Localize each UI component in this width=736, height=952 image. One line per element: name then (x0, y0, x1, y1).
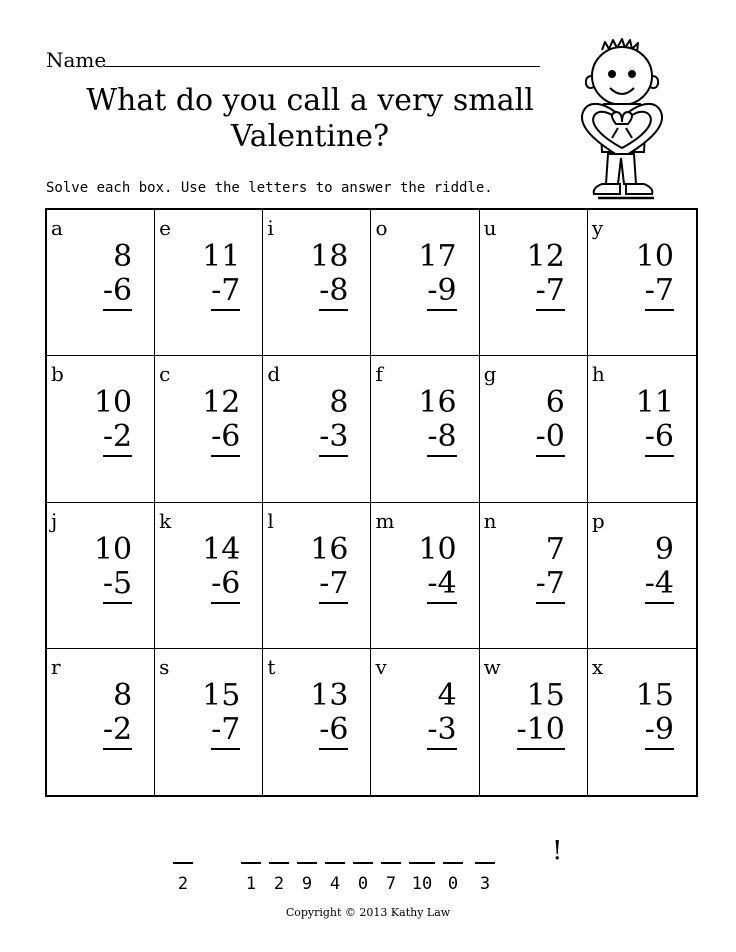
cell-letter: p (591, 508, 605, 533)
minuend: 8 (113, 239, 133, 274)
cell-letter: u (483, 216, 497, 240)
subtrahend: -3 (427, 713, 456, 750)
problem-cell-h (588, 356, 696, 502)
problem-cell-x (588, 649, 696, 795)
subtrahend: -6 (211, 567, 240, 604)
problem-cell-e (155, 210, 263, 356)
minuend: 18 (310, 239, 349, 274)
answer-slot[interactable] (378, 842, 404, 894)
problem-cell-g (480, 356, 588, 502)
subtraction-problem (94, 386, 132, 457)
cell-letter: i (267, 216, 274, 240)
minuend: 8 (329, 385, 349, 421)
name-label: Name (46, 48, 107, 72)
minuend: 4 (437, 677, 457, 713)
subtraction-problem (645, 533, 674, 604)
subtraction-problem (418, 386, 456, 457)
subtraction-problem (319, 386, 348, 457)
subtrahend: -6 (103, 274, 132, 311)
name-row (46, 44, 506, 70)
answer-slot[interactable] (266, 842, 292, 894)
subtraction-problem (103, 679, 132, 750)
answer-blank[interactable] (269, 842, 289, 864)
minuend: 16 (310, 531, 349, 567)
subtraction-problem (103, 240, 132, 311)
answer-blank[interactable] (409, 842, 435, 864)
minuend: 10 (635, 239, 674, 274)
problem-cell-r (47, 649, 155, 795)
answer-number: 10 (411, 874, 433, 894)
answer-blank[interactable] (443, 842, 463, 864)
minuend: 12 (526, 239, 565, 274)
subtrahend: -8 (319, 274, 348, 311)
problem-cell-c (155, 356, 263, 502)
subtrahend: -7 (645, 274, 674, 311)
subtraction-problem (202, 240, 240, 311)
minuend: 17 (418, 239, 457, 274)
minuend: 13 (310, 677, 349, 713)
riddle-title-line-2: Valentine? (230, 119, 390, 154)
problem-cell-m (371, 503, 479, 649)
problem-cell-w (480, 649, 588, 795)
subtrahend: -6 (319, 713, 348, 750)
answer-number: 1 (245, 874, 257, 894)
minuend: 16 (418, 385, 457, 421)
minuend: 15 (635, 677, 674, 713)
subtraction-problem (636, 240, 674, 311)
answer-blank[interactable] (353, 842, 373, 864)
subtrahend: -4 (427, 567, 456, 604)
answer-slot[interactable] (170, 842, 196, 894)
problem-cell-l (263, 503, 371, 649)
minuend: 12 (202, 385, 241, 421)
subtrahend: -7 (211, 274, 240, 311)
cell-letter: v (375, 654, 387, 679)
subtraction-problem (418, 240, 456, 311)
cell-letter: g (483, 362, 497, 387)
answer-blank[interactable] (475, 842, 495, 864)
answer-number: 9 (301, 874, 313, 894)
cell-letter: l (267, 508, 274, 533)
copyright: Copyright © 2013 Kathy Law (285, 906, 451, 919)
answer-blank[interactable] (297, 842, 317, 864)
cell-letter: w (483, 654, 501, 679)
subtrahend: -2 (103, 713, 132, 750)
minuend: 10 (93, 531, 133, 567)
problem-cell-i (263, 210, 371, 356)
answer-blank[interactable] (381, 842, 401, 864)
subtraction-problem (517, 679, 565, 750)
cell-letter: n (483, 508, 497, 533)
cell-letter: y (591, 216, 604, 240)
problem-cell-y (588, 210, 696, 356)
minuend: 14 (202, 531, 241, 567)
cell-letter: h (591, 362, 605, 387)
subtrahend: -6 (645, 420, 674, 457)
problem-cell-o (371, 210, 479, 356)
cell-letter: r (51, 654, 61, 679)
subtraction-problem (310, 240, 348, 311)
problem-cell-t (263, 649, 371, 795)
problem-cell-u (480, 210, 588, 356)
subtraction-problem (94, 533, 132, 604)
subtraction-problem (418, 533, 456, 604)
cell-letter: m (375, 508, 395, 533)
subtraction-problem (202, 386, 240, 457)
cell-letter: j (51, 508, 58, 533)
answer-slot[interactable] (350, 842, 376, 894)
subtrahend: -9 (645, 713, 674, 750)
subtrahend: -10 (517, 713, 565, 750)
answer-slot[interactable] (472, 842, 498, 894)
subtrahend: -7 (211, 713, 240, 750)
problem-cell-v (371, 649, 479, 795)
answer-blank[interactable] (241, 842, 261, 864)
subtraction-problem (310, 679, 348, 750)
cell-letter: s (159, 654, 170, 679)
answer-blanks (170, 842, 560, 902)
subtrahend: -7 (536, 567, 565, 604)
answer-exclamation: ! (552, 836, 563, 866)
cell-letter: b (51, 362, 64, 387)
answer-slot[interactable] (406, 842, 438, 894)
cell-letter: c (159, 362, 171, 387)
cell-letter: t (267, 654, 276, 679)
subtrahend: -9 (427, 274, 456, 311)
instructions: Solve each box. Use the letters to answer the riddle. (46, 180, 493, 196)
answer-number: 7 (385, 874, 397, 894)
cell-letter: o (375, 216, 388, 240)
minuend: 9 (654, 531, 674, 567)
subtraction-problem (427, 679, 456, 750)
answer-number: 0 (447, 874, 459, 894)
subtrahend: -0 (536, 420, 565, 457)
boy-holding-heart-icon (572, 36, 672, 212)
problem-grid (45, 208, 698, 797)
answer-number: 4 (329, 874, 341, 894)
answer-blank[interactable] (173, 842, 193, 864)
cell-letter: f (375, 362, 383, 387)
answer-number: 0 (357, 874, 369, 894)
answer-number: 2 (273, 874, 285, 894)
subtrahend: -5 (103, 567, 132, 604)
problem-cell-n (480, 503, 588, 649)
subtraction-problem (310, 533, 348, 604)
problem-cell-f (371, 356, 479, 502)
subtraction-problem (202, 679, 240, 750)
subtrahend: -7 (536, 274, 565, 311)
name-field-line[interactable] (104, 66, 540, 67)
subtrahend: -3 (319, 420, 348, 457)
subtraction-problem (536, 386, 565, 457)
problem-cell-j (47, 503, 155, 649)
problem-cell-d (263, 356, 371, 502)
riddle-title-line-1: What do you call a very small (86, 83, 534, 118)
answer-slot[interactable] (294, 842, 320, 894)
answer-number: 3 (479, 874, 491, 894)
problem-cell-p (588, 503, 696, 649)
minuend: 8 (113, 677, 133, 713)
problem-cell-s (155, 649, 263, 795)
cell-letter: x (591, 654, 604, 679)
minuend: 10 (93, 385, 133, 421)
subtrahend: -7 (319, 567, 348, 604)
answer-slot[interactable] (440, 842, 466, 894)
subtraction-problem (202, 533, 240, 604)
subtrahend: -6 (211, 420, 240, 457)
answer-number: 2 (177, 874, 189, 894)
subtraction-problem (527, 240, 565, 311)
cell-letter: e (159, 216, 171, 240)
problem-cell-a (47, 210, 155, 356)
minuend: 11 (202, 239, 241, 274)
subtrahend: -8 (427, 420, 456, 457)
answer-slot[interactable] (238, 842, 264, 894)
cell-letter: d (267, 362, 281, 387)
subtrahend: -2 (103, 420, 132, 457)
minuend: 11 (635, 385, 674, 421)
cell-letter: k (159, 508, 172, 533)
subtraction-problem (636, 386, 674, 457)
answer-slot[interactable] (322, 842, 348, 894)
subtraction-problem (536, 533, 565, 604)
minuend: 6 (545, 385, 565, 421)
minuend: 15 (202, 677, 241, 713)
subtrahend: -4 (645, 567, 674, 604)
problem-cell-k (155, 503, 263, 649)
problem-cell-b (47, 356, 155, 502)
minuend: 15 (526, 677, 565, 713)
minuend: 10 (418, 531, 457, 567)
minuend: 7 (545, 531, 565, 567)
cell-letter: a (51, 216, 63, 240)
subtraction-problem (636, 679, 674, 750)
answer-blank[interactable] (325, 842, 345, 864)
